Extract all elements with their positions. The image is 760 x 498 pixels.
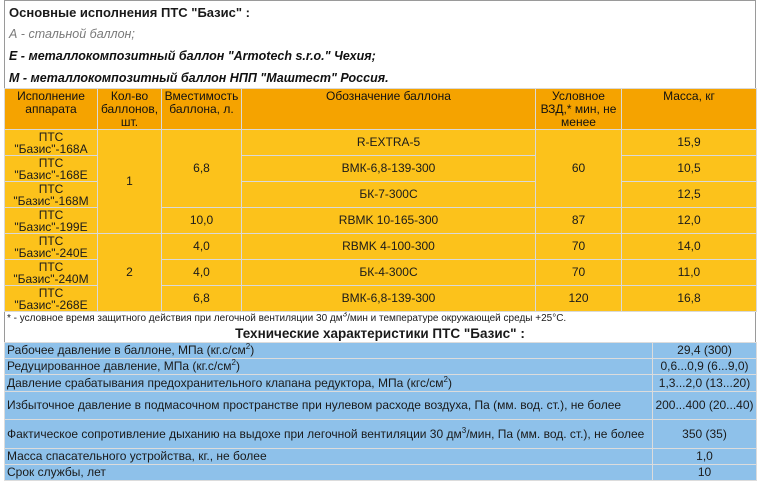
col-mass-header: Масса, кг [622,89,757,130]
app-cell: ПТС "Базис"-168М [5,182,98,208]
mass-cell: 12,5 [622,182,757,208]
footnote-text-end: /мин и температуре окружающей среды +25°С. [347,313,567,324]
capacity-cell: 4,0 [162,234,242,260]
footnote-sup: 3 [342,312,348,319]
capacity-cell: 6,8 [162,286,242,312]
col-app-header: Исполнение аппарата [5,89,98,130]
app-cell: ПТС "Базис"-168Е [5,156,98,182]
tech-row [5,449,757,465]
tech-value: 200...400 (20...40) [653,392,757,420]
tech-label: Срок службы, лет [5,465,653,481]
mass-cell: 14,0 [622,234,757,260]
designation-cell: RBMK 10-165-300 [242,208,536,234]
time-cell: 60 [536,130,622,208]
table-row [5,234,757,260]
page [4,0,756,481]
tech-value: 350 (35) [653,420,757,449]
tech-row [5,465,757,481]
footnote [4,312,756,325]
app-cell: ПТС "Базис"-168А [5,130,98,156]
designation-cell: БК-4-300С [242,260,536,286]
designation-cell: БК-7-300С [242,182,536,208]
col-count-header: Кол-во баллонов, шт. [98,89,162,130]
version-m-text: М - металлокомпозитный баллон НПП "Маштест" Россия. [9,71,389,85]
version-e-text: Е - металлокомпозитный баллон "Armotech s.r.o." Чехия; [9,49,376,63]
mass-cell: 11,0 [622,260,757,286]
designation-cell: RBMK 4-100-300 [242,234,536,260]
time-cell: 120 [536,286,622,312]
tech-label: Масса спасательного устройства, кг., не более [5,449,653,465]
mass-cell: 10,5 [622,156,757,182]
capacity-cell: 10,0 [162,208,242,234]
tech-row [5,375,757,392]
time-cell: 70 [536,234,622,260]
mass-cell: 12,0 [622,208,757,234]
capacity-cell: 6,8 [162,130,242,208]
tech-label: Рабочее давление в баллоне, МПа $(кг.с/см^2)$ [5,343,653,359]
tech-row [5,359,757,375]
tech-row [5,420,757,449]
mass-cell: 16,8 [622,286,757,312]
tech-label: Избыточное давление в подмасочном пространстве при нулевом расходе воздуха, Па (мм. вод. ст.), не более [5,392,653,420]
count-cell: 2 [98,234,162,312]
designation-cell: ВМК-6,8-139-300 [242,156,536,182]
count-cell: 1 [98,130,162,234]
designation-cell: R-EXTRA-5 [242,130,536,156]
table-row [5,130,757,156]
app-cell: ПТС "Базис"-240Е [5,234,98,260]
tech-value: 10 [653,465,757,481]
col-designation-header: Обозначение баллона [242,89,536,130]
footnote-text: * - условное время защитного действия при легочной вентиляции 30 дм [7,313,343,324]
app-cell: ПТС "Базис"-268Е [5,286,98,312]
capacity-cell: 4,0 [162,260,242,286]
tech-value: 1,0 [653,449,757,465]
tech-value: 1,3...2,0 (13...20) [653,375,757,392]
versions-header-row [5,89,757,130]
version-a-text: А - стальной баллон; [9,27,135,41]
versions-table [4,88,757,312]
tech-title: Технические характеристики ПТС "Базис" : [4,325,756,342]
app-cell: ПТС "Базис"-240М [5,260,98,286]
tech-value: 0,6...0,9 (6...9,0) [653,359,757,375]
col-capacity-header: Вместимость баллона, л. [162,89,242,130]
header-title: Основные исполнения ПТС "Базис" : [9,5,250,20]
tech-value: 29,4 (300) [653,343,757,359]
mass-cell: 15,9 [622,130,757,156]
tech-row [5,343,757,359]
col-time-header: Условное ВЗД,* мин, не менее [536,89,622,130]
tech-row [5,392,757,420]
designation-cell: ВМК-6,8-139-300 [242,286,536,312]
tech-label: Давление срабатывания предохранительного клапана редуктора, МПа $(кгс/см^2)$ [5,375,653,392]
tech-table [4,342,757,481]
tech-label: Фактическое сопротивление дыханию на выдохе при легочной вентиляции 30 $дм^3$/мин, Па (мм. вод. ст.), не более [5,420,653,449]
app-cell: ПТС "Базис"-199Е [5,208,98,234]
time-cell: 70 [536,260,622,286]
header-box [4,0,756,88]
tech-label: Редуцированное давление, МПа $(кг.с/см^2)$ [5,359,653,375]
time-cell: 87 [536,208,622,234]
